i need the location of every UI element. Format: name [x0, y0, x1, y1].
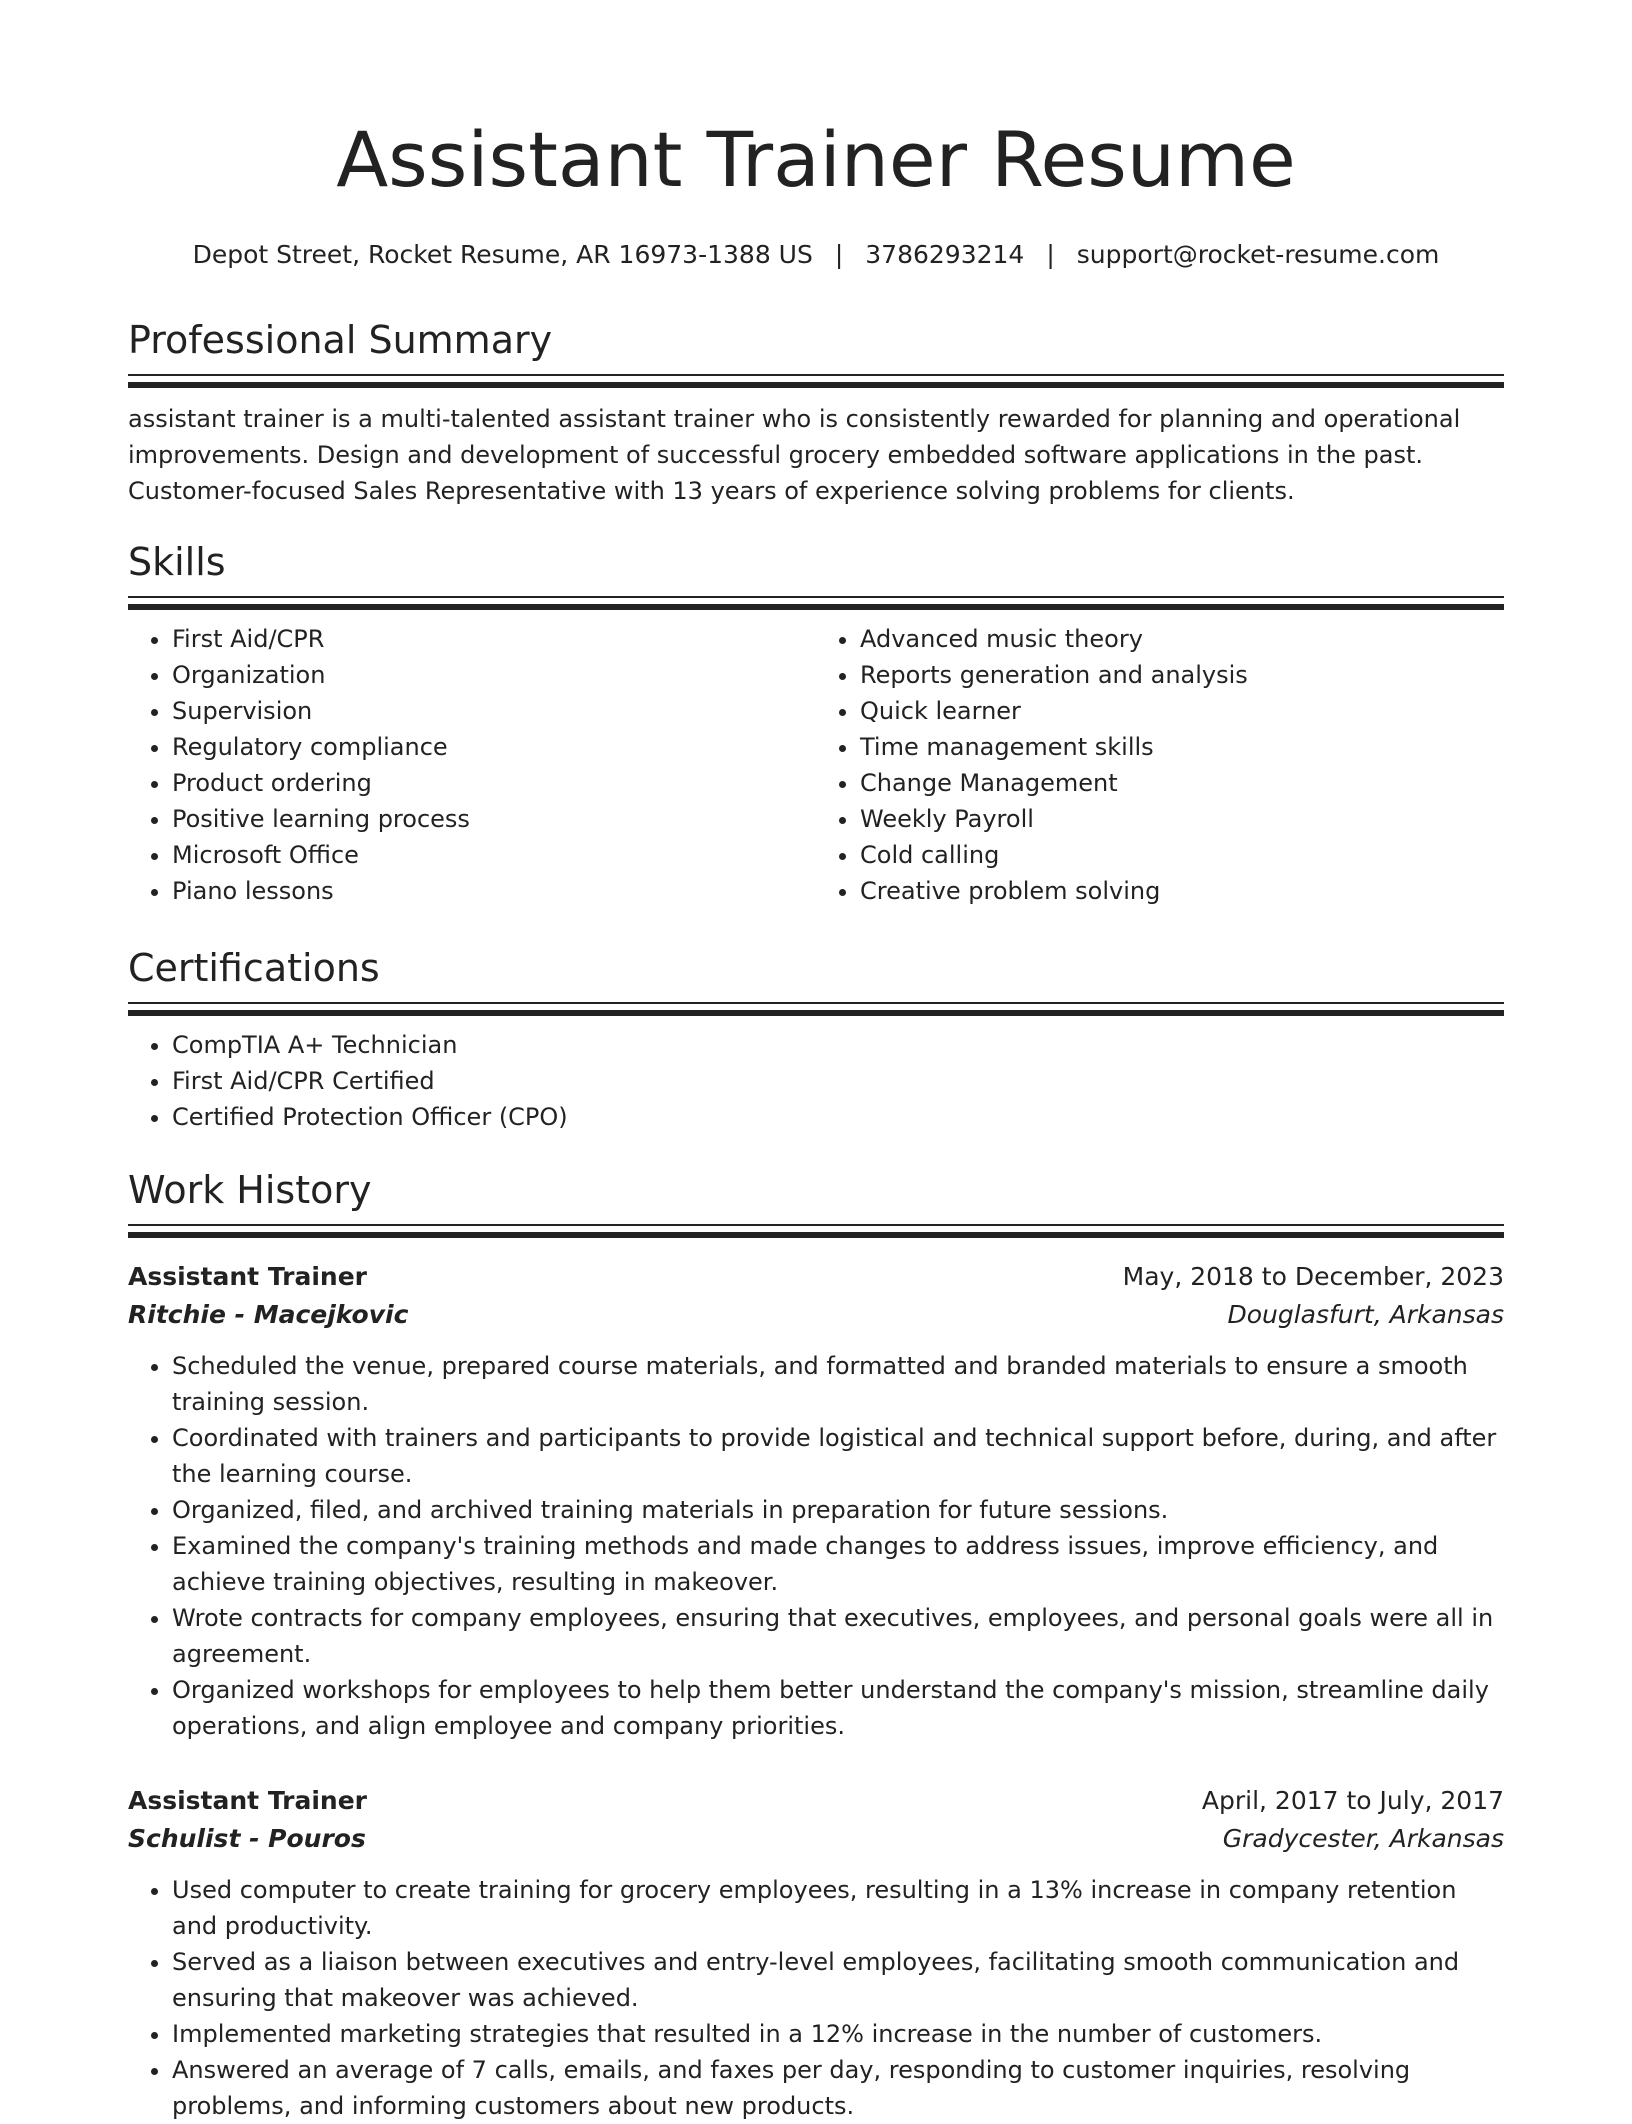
skill-item: • Reports generation and analysis	[860, 657, 1504, 693]
section-divider	[128, 374, 1504, 389]
skills-columns	[128, 611, 1504, 909]
job-company: Schulist - Pouros	[128, 1824, 366, 1853]
job-bullet: • Coordinated with trainers and participants to provide logistical and technical support before, during, and after the learning course.	[172, 1420, 1504, 1492]
job-bullet: • Used computer to create training for grocery employees, resulting in a 13% increase in company retention and productivity.	[172, 1872, 1504, 1944]
skill-item: • Product ordering	[172, 765, 816, 801]
job-title: Assistant Trainer	[128, 1262, 367, 1291]
skill-item: • Weekly Payroll	[860, 801, 1504, 837]
skill-item: • Change Management	[860, 765, 1504, 801]
summary-text: assistant trainer is a multi-talented assistant trainer who is consistently rewarded for planning and operational improvements. Design and development of successful grocery embedded software applications in the past. Customer-focused Sales Representative with 13 years of experience solving problems for clients.	[128, 404, 1461, 505]
skills-list-left	[128, 621, 816, 909]
section-heading: Certifications	[128, 946, 380, 990]
work-history-section	[128, 1168, 1504, 1239]
job-dates: May, 2018 to December, 2023	[1122, 1262, 1504, 1291]
job-title: Assistant Trainer	[128, 1786, 367, 1815]
skills-section	[128, 540, 1504, 909]
job-bullet: • Examined the company's training methods and made changes to address issues, improve efficiency, and achieve training objectives, resulting in makeover.	[172, 1528, 1504, 1600]
skill-item: • Supervision	[172, 693, 816, 729]
job-bullets	[128, 1872, 1504, 2124]
resume-title: Assistant Trainer Resume	[336, 115, 1296, 204]
contact-line	[128, 240, 1504, 269]
job-header	[128, 1782, 1504, 1820]
job-header	[128, 1258, 1504, 1296]
skills-list-right	[816, 621, 1504, 909]
job-location: Gradycester, Arkansas	[1222, 1824, 1504, 1853]
job-subheader	[128, 1820, 1504, 1858]
skill-item: • Creative problem solving	[860, 873, 1504, 909]
skill-item: • Organization	[172, 657, 816, 693]
contact-separator: |	[1046, 240, 1055, 269]
job-bullet: • Wrote contracts for company employees, ensuring that executives, employees, and personal goals were all in agreement.	[172, 1600, 1504, 1672]
section-heading: Professional Summary	[128, 318, 553, 362]
job-subheader	[128, 1296, 1504, 1334]
job-bullet: • Organized workshops for employees to help them better understand the company's mission, streamline daily operations, and align employee and company priorities.	[172, 1672, 1504, 1744]
job-bullets	[128, 1348, 1504, 1744]
job-bullet: • Organized, filed, and archived training materials in preparation for future sessions.	[172, 1492, 1504, 1528]
section-heading: Skills	[128, 540, 226, 584]
job-dates: April, 2017 to July, 2017	[1201, 1786, 1504, 1815]
skill-item: • Advanced music theory	[860, 621, 1504, 657]
job-company: Ritchie - Macejkovic	[128, 1300, 409, 1329]
contact-phone: 3786293214	[865, 240, 1025, 269]
skill-item: • Time management skills	[860, 729, 1504, 765]
job-entry	[128, 1258, 1504, 1744]
section-divider	[128, 1002, 1504, 1017]
skill-item: • Piano lessons	[172, 873, 816, 909]
job-bullet: • Served as a liaison between executives and entry-level employees, facilitating smooth communication and ensuring that makeover was achieved.	[172, 1944, 1504, 2016]
section-divider	[128, 596, 1504, 611]
certifications-list	[128, 1027, 1504, 1135]
contact-address: Depot Street, Rocket Resume, AR 16973-1388 US	[192, 240, 813, 269]
summary-section	[128, 318, 1504, 509]
contact-email[interactable]: support@rocket-resume.com	[1076, 240, 1440, 269]
job-entry	[128, 1782, 1504, 2124]
section-heading: Work History	[128, 1168, 372, 1212]
skill-item: • First Aid/CPR	[172, 621, 816, 657]
section-divider	[128, 1224, 1504, 1239]
job-location: Douglasfurt, Arkansas	[1227, 1300, 1504, 1329]
skill-item: • Positive learning process	[172, 801, 816, 837]
certifications-section	[128, 946, 1504, 1135]
skill-item: • Regulatory compliance	[172, 729, 816, 765]
skill-item: • Cold calling	[860, 837, 1504, 873]
certification-item: • Certified Protection Officer (CPO)	[172, 1099, 1504, 1135]
job-bullet: • Answered an average of 7 calls, emails, and faxes per day, responding to customer inquiries, resolving problems, and informing customers about new products.	[172, 2052, 1504, 2124]
skill-item: • Quick learner	[860, 693, 1504, 729]
skill-item: • Microsoft Office	[172, 837, 816, 873]
certification-item: • First Aid/CPR Certified	[172, 1063, 1504, 1099]
job-bullet: • Implemented marketing strategies that resulted in a 12% increase in the number of customers.	[172, 2016, 1504, 2052]
certification-item: • CompTIA A+ Technician	[172, 1027, 1504, 1063]
contact-separator: |	[834, 240, 844, 269]
job-bullet: • Scheduled the venue, prepared course materials, and formatted and branded materials to ensure a smooth training session.	[172, 1348, 1504, 1420]
